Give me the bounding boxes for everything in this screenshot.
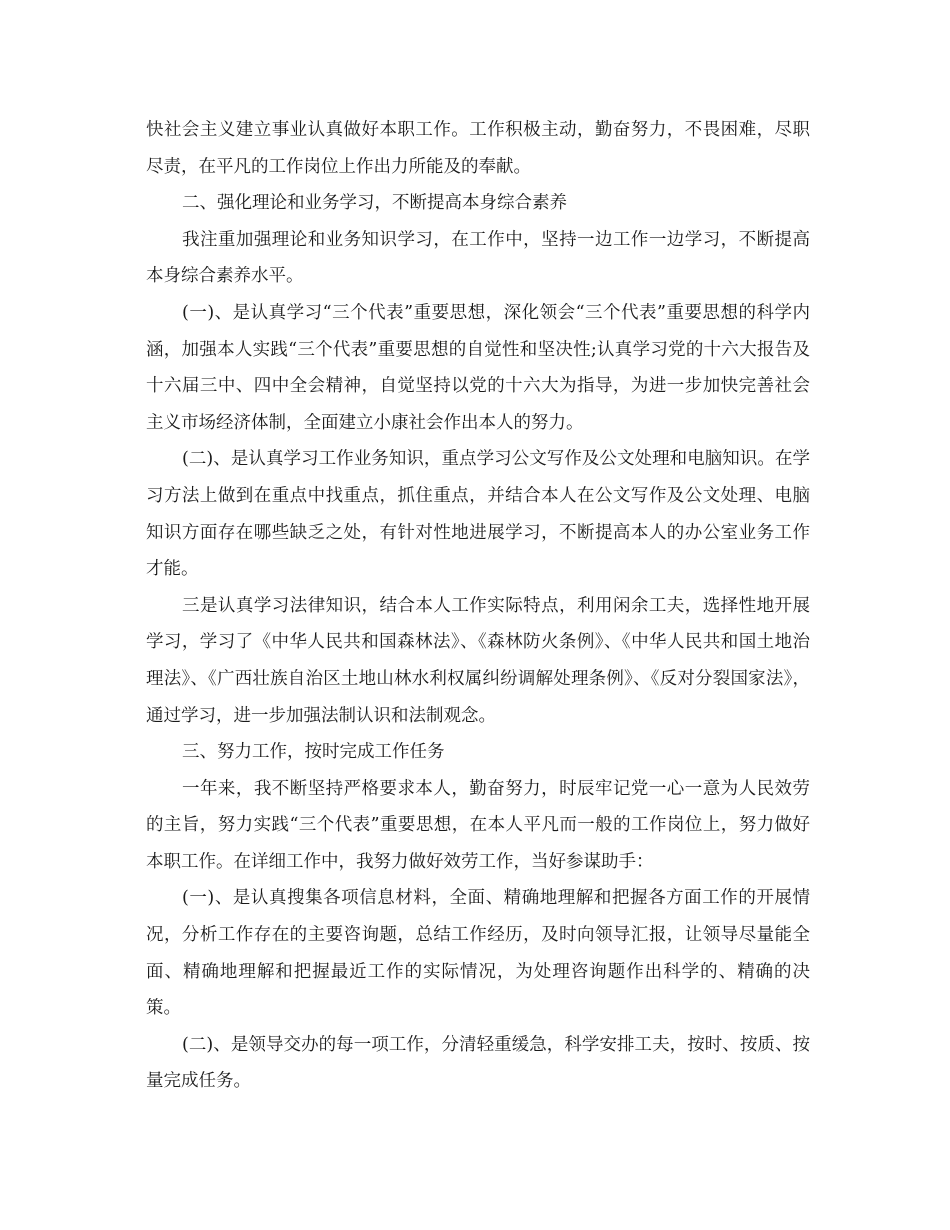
paragraph-work-intro: 一年来，我不断坚持严格要求本人，勤奋努力，时辰牢记党一心一意为人民效劳的主旨，努力实践“三个代表”重要思想，在本人平凡而一般的工作岗位上，努力做好本职工作。在详细工作中，我努力做好效劳工作，当好参谋助手： xyxy=(146,778,810,872)
section-heading-3: 三、努力工作，按时完成工作任务 xyxy=(182,742,445,763)
section-heading-2: 二、强化理论和业务学习，不断提高本身综合素养 xyxy=(182,193,567,214)
paragraph-study-intro: 我注重加强理论和业务知识学习，在工作中，坚持一边工作一边学习，不断提高本身综合素养水平。 xyxy=(146,229,810,287)
document-body xyxy=(146,112,810,1100)
paragraph-work-item-2: (二)、是领导交办的每一项工作，分清轻重缓急，科学安排工夫，按时、按质、按量完成任务。 xyxy=(146,1034,810,1092)
paragraph-study-item-1: (一)、是认真学习“三个代表”重要思想，深化领会“三个代表”重要思想的科学内涵，加强本人实践“三个代表”重要思想的自觉性和坚决性;认真学习党的十六大报告及十六届三中、四中全会精神，自觉坚持以党的十六大为指导，为进一步加快完善社会主义市场经济体制，全面建立小康社会作出本人的努力。 xyxy=(146,302,810,433)
paragraph-study-item-2: (二)、是认真学习工作业务知识，重点学习公文写作及公文处理和电脑知识。在学习方法上做到在重点中找重点，抓住重点，并结合本人在公文写作及公文处理、电脑知识方面存在哪些缺乏之处，有针对性地进展学习，不断提高本人的办公室业务工作才能。 xyxy=(146,449,810,580)
paragraph-work-item-1: (一)、是认真搜集各项信息材料，全面、精确地理解和把握各方面工作的开展情况，分析工作存在的主要咨询题，总结工作经历，及时向领导汇报，让领导尽量能全面、精确地理解和把握最近工作的实际情况，为处理咨询题作出科学的、精确的决策。 xyxy=(146,888,810,1019)
paragraph-continuation: 快社会主义建立事业认真做好本职工作。工作积极主动，勤奋努力，不畏困难，尽职尽责，在平凡的工作岗位上作出力所能及的奉献。 xyxy=(146,120,810,177)
paragraph-study-item-3: 三是认真学习法律知识，结合本人工作实际特点，利用闲余工夫，选择性地开展学习，学习了《中华人民共和国森林法》、《森林防火条例》、《中华人民共和国土地治理法》、《广西壮族自治区土地山林水利权属纠纷调解处理条例》、《反对分裂国家法》，通过学习，进一步加强法制认识和法制观念。 xyxy=(146,595,810,726)
